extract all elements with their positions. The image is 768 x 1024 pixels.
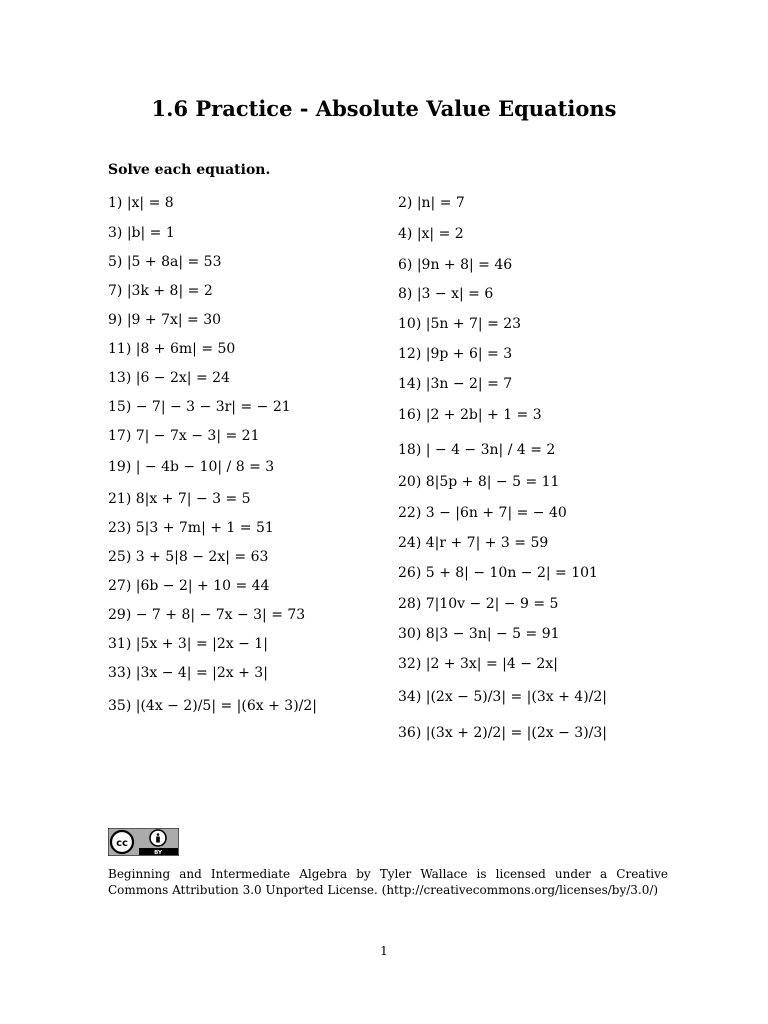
problem-6: 6) |9n + 8| = 46 — [398, 257, 513, 273]
problem-15: 15) − 7| − 3 − 3r| = − 21 — [108, 399, 291, 415]
problem-31: 31) |5x + 3| = |2x − 1| — [108, 636, 268, 652]
svg-text:cc: cc — [116, 838, 128, 849]
problem-27: 27) |6b − 2| + 10 = 44 — [108, 578, 270, 594]
problem-14: 14) |3n − 2| = 7 — [398, 376, 513, 392]
problem-35: 35) |(4x − 2)/5| = |(6x + 3)/2| — [108, 698, 318, 714]
problem-30: 30) 8|3 − 3n| − 5 = 91 — [398, 626, 560, 642]
by-icon — [150, 830, 166, 846]
problem-26: 26) 5 + 8| − 10n − 2| = 101 — [398, 565, 598, 581]
problem-13: 13) |6 − 2x| = 24 — [108, 370, 230, 386]
problem-33: 33) |3x − 4| = |2x + 3| — [108, 665, 268, 681]
problem-4: 4) |x| = 2 — [398, 226, 464, 242]
problem-16: 16) |2 + 2b| + 1 = 3 — [398, 407, 542, 423]
problem-12: 12) |9p + 6| = 3 — [398, 346, 513, 362]
problem-7: 7) |3k + 8| = 2 — [108, 283, 213, 299]
problem-18: 18) | − 4 − 3n| / 4 = 2 — [398, 442, 556, 458]
problem-28: 28) 7|10v − 2| − 9 = 5 — [398, 596, 559, 612]
page-number: 1 — [380, 944, 388, 958]
problem-1: 1) |x| = 8 — [108, 195, 174, 211]
problem-17: 17) 7| − 7x − 3| = 21 — [108, 428, 260, 444]
problem-36: 36) |(3x + 2)/2| = |(2x − 3)/3| — [398, 725, 608, 741]
problem-19: 19) | − 4b − 10| / 8 = 3 — [108, 459, 275, 475]
problem-22: 22) 3 − |6n + 7| = − 40 — [398, 505, 567, 521]
problem-25: 25) 3 + 5|8 − 2x| = 63 — [108, 549, 269, 565]
problem-9: 9) |9 + 7x| = 30 — [108, 312, 222, 328]
problem-10: 10) |5n + 7| = 23 — [398, 316, 522, 332]
problem-2: 2) |n| = 7 — [398, 195, 465, 211]
problem-5: 5) |5 + 8a| = 53 — [108, 254, 222, 270]
problem-20: 20) 8|5p + 8| − 5 = 11 — [398, 474, 560, 490]
problem-21: 21) 8|x + 7| − 3 = 5 — [108, 491, 251, 507]
problem-11: 11) |8 + 6m| = 50 — [108, 341, 236, 357]
page-title: 1.6 Practice - Absolute Value Equations — [151, 96, 617, 121]
problem-29: 29) − 7 + 8| − 7x − 3| = 73 — [108, 607, 306, 623]
problem-3: 3) |b| = 1 — [108, 225, 175, 241]
cc-icon — [111, 831, 133, 853]
problem-23: 23) 5|3 + 7m| + 1 = 51 — [108, 520, 274, 536]
cc-by-license-badge — [108, 828, 179, 856]
license-text: Beginning and Intermediate Algebra by Tyler Wallace is licensed under a Creative Commons Attribution 3.0 Unported License. (http://creativecommons.org/licenses/by/3.0/) — [108, 867, 668, 897]
problem-8: 8) |3 − x| = 6 — [398, 286, 494, 302]
problem-34: 34) |(2x − 5)/3| = |(3x + 4)/2| — [398, 689, 608, 705]
by-label: BY — [154, 850, 162, 856]
instructions: Solve each equation. — [108, 162, 271, 178]
problem-24: 24) 4|r + 7| + 3 = 59 — [398, 535, 549, 551]
problem-32: 32) |2 + 3x| = |4 − 2x| — [398, 656, 558, 672]
